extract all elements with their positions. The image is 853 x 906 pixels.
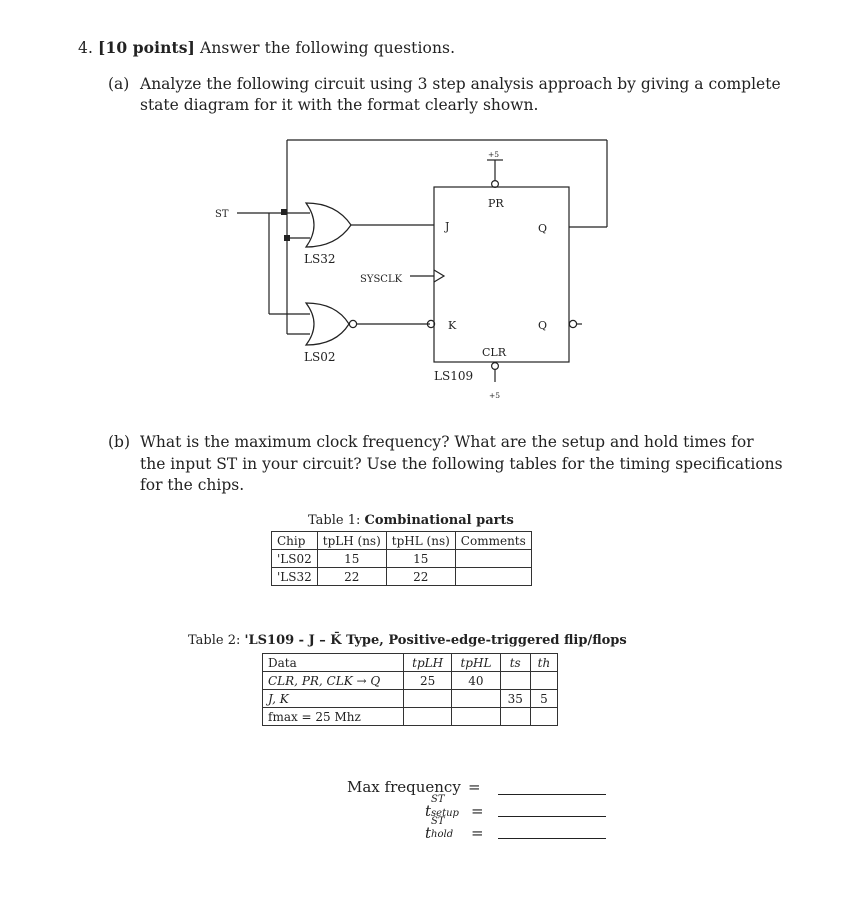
part-b-line2: the input ST in your circuit? Use the following tables for the timing specifications <box>140 455 783 473</box>
table-row <box>263 690 558 708</box>
table-header: tpHL <box>452 654 500 672</box>
table2-caption-title: 'LS109 - J – K̄ Type, Positive-edge-triggered flip/flops <box>244 633 627 648</box>
part-b-line3: for the chips. <box>140 476 245 494</box>
hold-t: t <box>425 824 432 842</box>
table-cell: 35 <box>500 690 530 708</box>
part-a-line2: state diagram for it with the format clearly shown. <box>140 96 539 114</box>
table-cell <box>455 568 531 586</box>
question-number: 4. <box>78 39 93 57</box>
setup-sup: ST <box>431 794 445 805</box>
label-st: ST <box>215 209 229 220</box>
table-cell <box>455 550 531 568</box>
equals-sign-1: = <box>468 778 481 796</box>
label-clr: CLR <box>482 346 507 359</box>
hold-sub: hold <box>431 829 454 840</box>
table-cell <box>530 672 557 690</box>
table-header: ts <box>500 654 530 672</box>
table-cell: 15 <box>317 550 386 568</box>
table-cell <box>404 708 452 726</box>
label-k: K <box>448 319 457 332</box>
part-a-label: (a) <box>108 75 130 93</box>
table-row <box>263 708 558 726</box>
table-cell: fmax = 25 Mhz <box>263 708 404 726</box>
table-cell: 22 <box>386 568 455 586</box>
table-cell <box>452 708 500 726</box>
equals-sign-2: = <box>471 802 484 820</box>
table1-caption-prefix: Table 1: <box>308 513 361 528</box>
table-cell: 'LS02 <box>272 550 318 568</box>
hold-label <box>425 816 454 842</box>
question-prompt: Answer the following questions. <box>200 39 456 57</box>
label-q: Q <box>538 222 548 235</box>
question-points: [10 points] <box>98 38 195 57</box>
equals-sign-3: = <box>471 824 484 842</box>
table-row <box>263 672 558 690</box>
table-header: Data <box>263 654 404 672</box>
label-vcc-bottom: +5 <box>489 391 501 400</box>
table2 <box>262 653 558 726</box>
table-cell: 40 <box>452 672 500 690</box>
table-cell: 15 <box>386 550 455 568</box>
table1 <box>271 531 532 586</box>
table-cell: 22 <box>317 568 386 586</box>
table-cell <box>500 708 530 726</box>
part-b-label: (b) <box>108 433 131 451</box>
setup-t: t <box>425 802 432 820</box>
table-cell <box>530 708 557 726</box>
label-j: J <box>445 220 450 233</box>
table-row <box>272 568 532 586</box>
table2-caption <box>188 633 627 648</box>
table1-caption <box>308 513 514 528</box>
table-cell: 5 <box>530 690 557 708</box>
table-header: Chip <box>272 532 318 550</box>
label-ls02: LS02 <box>304 350 336 364</box>
setup-sub: setup <box>431 808 459 819</box>
label-ls109: LS109 <box>434 369 474 383</box>
table-cell: 25 <box>404 672 452 690</box>
label-sysclk: SYSCLK <box>360 274 403 285</box>
label-qbar: Q <box>538 319 548 332</box>
table-cell <box>500 672 530 690</box>
hold-blank[interactable] <box>498 837 606 839</box>
table-header: tpLH (ns) <box>317 532 386 550</box>
part-b-line1: What is the maximum clock frequency? What are the setup and hold times for <box>140 433 754 451</box>
table-cell: 'LS32 <box>272 568 318 586</box>
junction-loop <box>284 235 290 241</box>
table-header: Comments <box>455 532 531 550</box>
table2-caption-prefix: Table 2: <box>188 633 241 648</box>
table-row <box>272 532 532 550</box>
label-ls32: LS32 <box>304 252 336 266</box>
part-a-line1: Analyze the following circuit using 3 step analysis approach by giving a complete <box>140 75 781 93</box>
table-cell <box>452 690 500 708</box>
hold-sup: ST <box>431 816 445 827</box>
table-row <box>263 654 558 672</box>
table-row <box>272 550 532 568</box>
table-header: tpLH <box>404 654 452 672</box>
label-vcc-top: +5 <box>488 150 500 159</box>
table-cell <box>404 690 452 708</box>
max-frequency-blank[interactable] <box>498 793 606 795</box>
circuit-diagram <box>0 0 853 420</box>
table-header: th <box>530 654 557 672</box>
table-header: tpHL (ns) <box>386 532 455 550</box>
table1-caption-title: Combinational parts <box>364 513 514 528</box>
table-cell: CLR, PR, CLK → Q <box>263 672 404 690</box>
junction-st <box>281 209 287 215</box>
label-pr: PR <box>488 197 504 210</box>
table-cell: J, K <box>263 690 404 708</box>
setup-blank[interactable] <box>498 815 606 817</box>
max-frequency-label: Max frequency <box>347 778 461 796</box>
